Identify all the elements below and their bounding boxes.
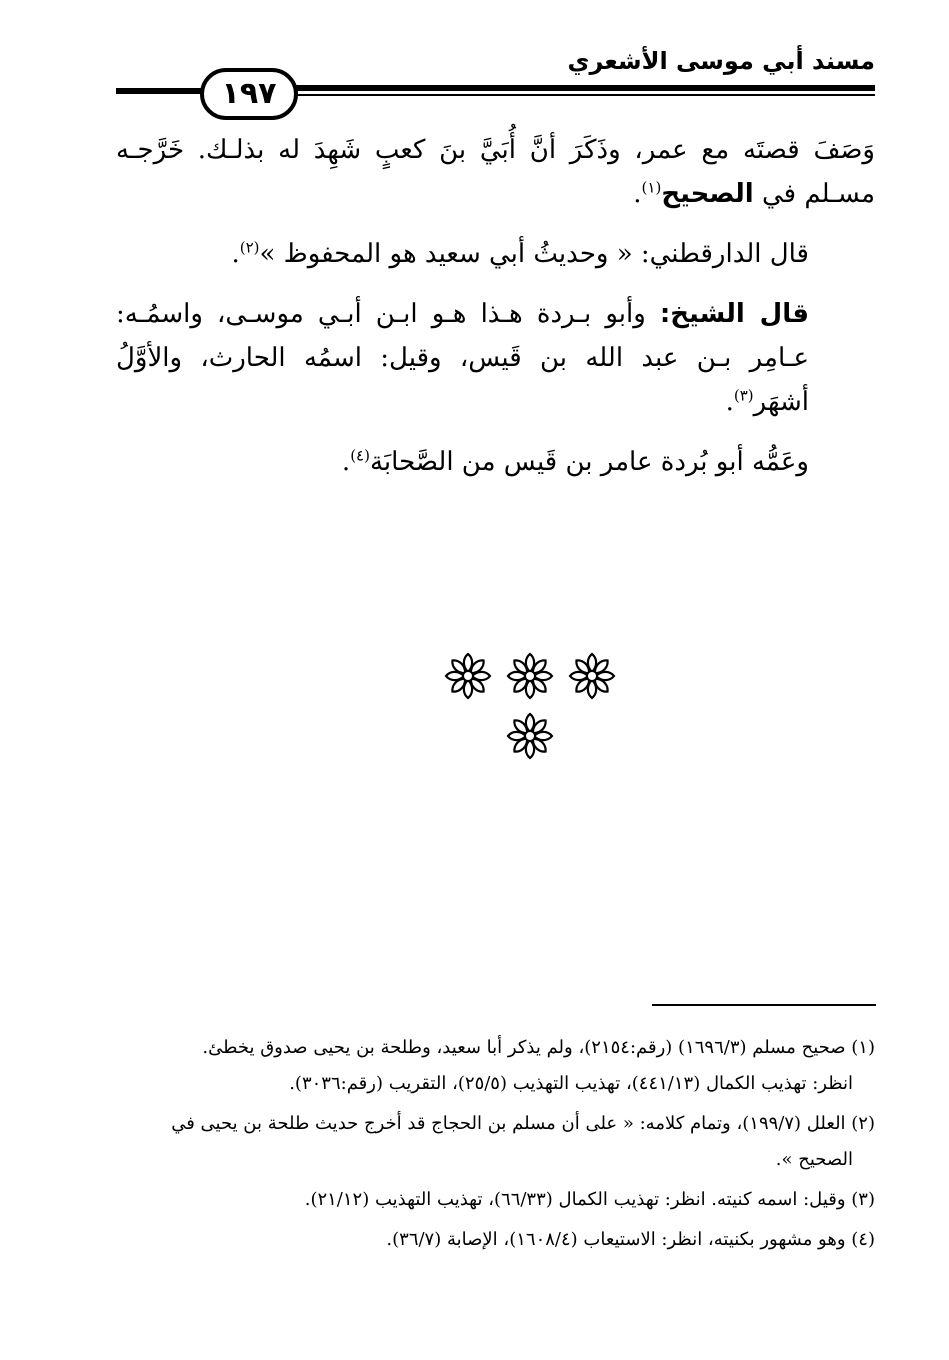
paragraph-end: .: [231, 239, 240, 269]
paragraph-end: .: [725, 387, 734, 417]
header-rule: [283, 85, 875, 91]
paragraph-end: .: [341, 447, 351, 477]
footnote-3: [116, 1182, 875, 1218]
main-text: [116, 128, 875, 484]
paragraph-end: .: [633, 179, 642, 209]
ornament-row-bottom: [440, 712, 620, 760]
ornament-row-top: [440, 652, 620, 700]
footnote-text-cont: الصحيح ».: [775, 1149, 853, 1170]
flower-ornament-icon: [568, 652, 616, 700]
footnote-text-cont: انظر: تهذيب الكمال (٤٤١/١٣)، تهذيب التهذيب (٢٥/٥)، التقريب (رقم:٣٠٣٦).: [289, 1073, 853, 1094]
header-rule-thin: [283, 94, 875, 96]
footnote-text: (٤) وهو مشهور بكنيته، انظر: الاستيعاب (١٦٠٨/٤)، الإصابة (٣٦/٧).: [386, 1229, 875, 1250]
footnote-ref-3[interactable]: (٣): [733, 386, 754, 405]
page-number: ١٩٧: [221, 76, 277, 111]
footnote-4: [116, 1222, 875, 1258]
paragraph-text: وعَمُّه أبو بُردة عامر بن قَيس من الصَّحابَة: [369, 447, 809, 477]
footnote-text: (١) صحيح مسلم (١٦٩٦/٣) (رقم:٢١٥٤)، ولم يذكر أبا سعيد، وطلحة بن يحيى صدوق يخطئ.: [202, 1037, 875, 1058]
footnote-text: (٣) وقيل: اسمه كنيته. انظر: تهذيب الكمال (٦٦/٣٣)، تهذيب التهذيب (٢١/١٢).: [304, 1189, 875, 1210]
footnote-ref-4[interactable]: (٤): [350, 446, 370, 465]
footnote-ref-2[interactable]: (٢): [239, 238, 260, 257]
paragraph-text: قال الدارقطني: « وحديثُ أبي سعيد هو المحفوظ »: [259, 239, 809, 269]
paragraph-1: [116, 128, 875, 216]
paragraph-4: [116, 440, 875, 484]
paragraph-text: وَصَفَ قصتَه مع عمر، وذَكَرَ أنَّ أُبَيَّ بنَ كعبٍ شَهِدَ له بذلـك. خَرَّجـه مسـلم في: [116, 135, 875, 209]
flower-ornament-icon: [506, 712, 554, 760]
footnotes: [116, 1030, 875, 1258]
page-number-badge: [200, 68, 298, 120]
paragraph-3: [116, 292, 875, 424]
footnote-text: (٢) العلل (١٩٩/٧)، وتمام كلامه: « على أن مسلم بن الحجاج قد أخرج حديث طلحة بن يحيى في: [171, 1113, 875, 1134]
footnote-1: [116, 1030, 875, 1102]
paragraph-text: وأبو بـردة هـذا هـو ابـن أبـي موسـى، واسمُـه: عـامِر بـن عبد الله بن قَيس، وقيل: اسمُه الحارث، والأوَّلُ أشهَر: [116, 299, 809, 417]
speaker-label: قال الشيخ:: [659, 299, 809, 329]
header-rule-left: [116, 88, 206, 94]
footnote-ref-1[interactable]: (١): [641, 178, 662, 197]
flower-ornament-icon: [506, 652, 554, 700]
flower-ornament-icon: [444, 652, 492, 700]
footnote-separator: [652, 1004, 876, 1006]
bold-term: الصحيح: [661, 179, 754, 209]
running-header-title: مسند أبي موسى الأشعري: [567, 47, 875, 75]
footnote-2: [116, 1106, 875, 1178]
paragraph-2: [116, 232, 875, 276]
